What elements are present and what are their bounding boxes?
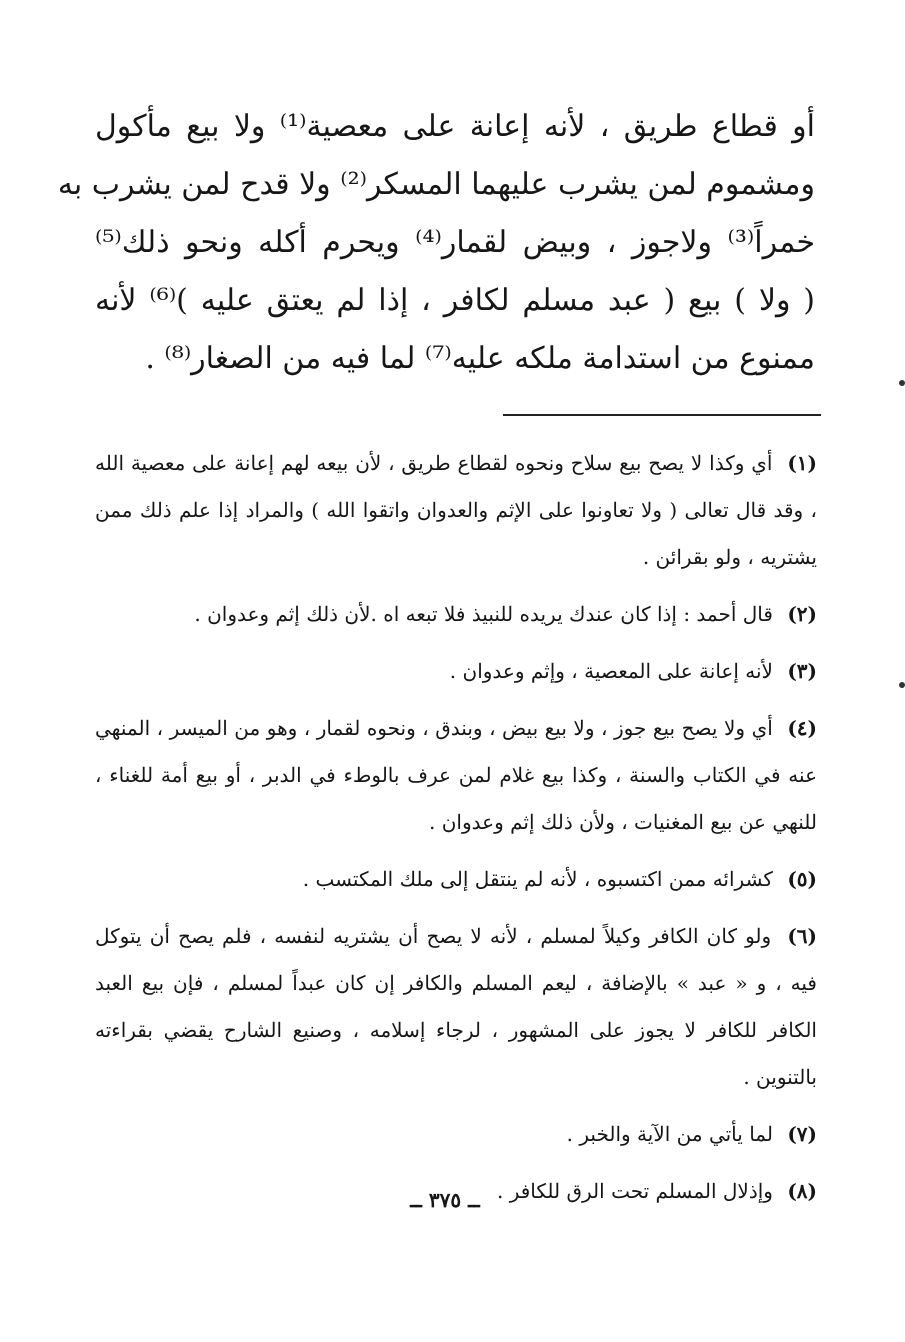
footnote-text: وإذلال المسلم تحت الرق للكافر . (496, 1179, 773, 1203)
main-text-line: ( ولا ) بيع ( عبد مسلم لكافر ، إذا لم يعتق عليه )⁽⁶⁾ لأنه (95, 283, 815, 318)
footnote-5 (95, 856, 817, 903)
footnote-number: (٣) (787, 659, 817, 683)
footnote-number: (٢) (787, 602, 817, 626)
footnote-text: لأنه إعانة على المعصية ، وإثم وعدوان . (449, 659, 773, 683)
footnote-text: أي ولا يصح بيع جوز ، ولا بيع بيض ، وبندق ، ونحوه لقمار ، وهو من الميسر ، المنهي عنه في الكتاب والسنة ، وكذا بيع غلام لمن عرف بالوطء في الدبر ، أو بيع أمة للغناء ، للنهي عن بيع المغنيات ، ولأن ذلك إثم وعدوان . (95, 716, 817, 834)
footnote-number: (٨) (787, 1179, 817, 1203)
footnote-2 (95, 591, 817, 638)
main-text-line: ومشموم لمن يشرب عليهما المسكر⁽²⁾ ولا قدح لمن يشرب به (57, 167, 815, 202)
footnote-divider (503, 414, 821, 416)
footnote-number: (١) (787, 451, 817, 475)
footnote-3 (95, 648, 817, 695)
main-text-line: أو قطاع طريق ، لأنه إعانة على معصية⁽¹⁾ ولا بيع مأكول (95, 109, 815, 144)
footnote-1 (95, 440, 817, 581)
footnote-text: أي وكذا لا يصح بيع سلاح ونحوه لقطاع طريق ، لأن بيعه لهم إعانة على معصية الله ، وقد قال تعالى ( ولا تعاونوا على الإثم والعدوان واتقوا الله ) والمراد إذا علم ذلك ممن يشتريه ، ولو بقرائن . (95, 451, 817, 569)
margin-dot (899, 682, 905, 688)
footnote-text: قال أحمد : إذا كان عندك يريده للنبيذ فلا تبعه اه .لأن ذلك إثم وعدوان . (194, 602, 773, 626)
footnote-6 (95, 913, 817, 1101)
footnotes-section (95, 440, 817, 1225)
margin-dot (899, 380, 905, 386)
footnote-text: ولو كان الكافر وكيلاً لمسلم ، لأنه لا يصح أن يشتريه لنفسه ، فلم يصح أن يتوكل فيه ، و « عبد » بالإضافة ، ليعم المسلم والكافر إن كان عبداً لمسلم ، فإن بيع العبد الكافر للكافر لا يجوز على المشهور ، لرجاء إسلامه ، وصنيع الشارح يقضي بقراءته بالتنوين . (95, 924, 817, 1089)
footnote-number: (٧) (787, 1122, 817, 1146)
footnote-number: (٦) (787, 924, 818, 948)
footnote-number: (٥) (787, 867, 817, 891)
footnote-number: (٤) (787, 716, 817, 740)
footnote-7 (95, 1111, 817, 1158)
footnote-text: لما يأتي من الآية والخبر . (566, 1122, 773, 1146)
main-text-block (57, 98, 816, 388)
footnote-text: كشرائه ممن اكتسبوه ، لأنه لم ينتقل إلى ملك المكتسب . (302, 867, 773, 891)
main-text-line: خمراً⁽³⁾ ولاجوز ، وبيض لقمار⁽⁴⁾ ويحرم أكله ونحو ذلك⁽⁵⁾ (95, 225, 816, 260)
main-text-line: ممنوع من استدامة ملكه عليه⁽⁷⁾ لما فيه من الصغار⁽⁸⁾ . (145, 341, 815, 376)
page-number: ــ ٣٧٥ ــ (410, 1188, 480, 1212)
footnote-4 (95, 705, 817, 846)
